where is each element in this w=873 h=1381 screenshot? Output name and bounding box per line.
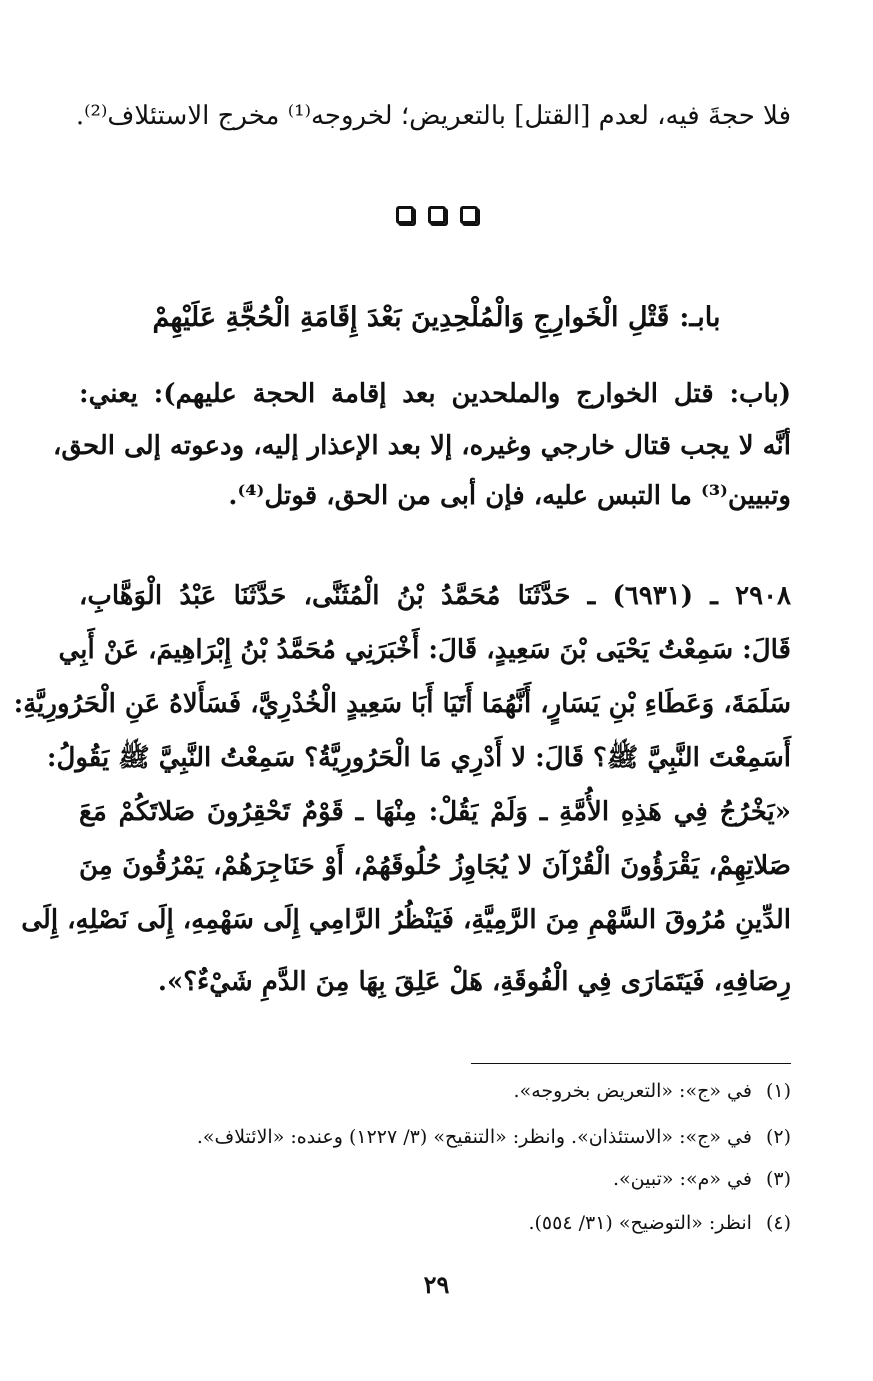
footnote-text: في «ج»: «التعريض بخروجه».	[513, 1080, 752, 1102]
commentary-line: وتبيين⁽³⁾ ما التبس عليه، فإن أبى من الحق، قوتل⁽⁴⁾.	[228, 481, 791, 511]
chapter-heading	[0, 296, 873, 340]
hadith-line: سَلَمَةَ، وَعَطَاءِ بْنِ يَسَارٍ، أَنَّهُمَا أَتَيَا أَبَا سَعِيدٍ الْخُدْرِيَّ، فَسَأَلاهُ عَنِ الْحَرُورِيَّةِ:	[13, 689, 791, 719]
footnote-number: (٣)	[765, 1168, 791, 1190]
hadith-line: قَالَ: سَمِعْتُ يَحْيَى بْنَ سَعِيدٍ، قَالَ: أَخْبَرَنِي مُحَمَّدُ بْنُ إِبْرَاهِيمَ، عَنْ أَبِي	[58, 635, 791, 665]
footnote	[79, 1208, 791, 1238]
separator-box-icon	[396, 206, 414, 224]
page-number: ٢٩	[423, 1270, 450, 1299]
commentary-line: أنَّه لا يجب قتال خارجي وغيره، إلا بعد الإعذار إليه، ودعوته إلى الحق،	[52, 431, 791, 461]
footnote	[79, 1164, 791, 1194]
footnote-number: (٢)	[765, 1126, 791, 1148]
hadith-line: أَسَمِعْتَ النَّبِيَّ ﷺ؟ قَالَ: لا أَدْرِي مَا الْحَرُورِيَّةُ؟ سَمِعْتُ النَّبِيَّ ﷺ يَقُولُ:	[46, 743, 791, 773]
chapter-title: قَتْلِ الْخَوارِجِ وَالْمُلْحِدِينَ بَعْدَ إِقَامَةِ الْحُجَّةِ عَلَيْهِمْ	[152, 302, 670, 333]
hadith-line: صَلاتِهِمْ، يَقْرَؤُونَ الْقُرْآنَ لا يُجَاوِزُ حُلُوقَهُمْ، أَوْ حَنَاجِرَهُمْ، يَمْرُقُونَ مِنَ	[79, 851, 792, 881]
footnote-text: في «ج»: «الاستئذان». وانظر: «التنقيح» (٣/ ١٢٢٧) وعنده: «الائتلاف».	[196, 1126, 752, 1148]
separator-box-icon	[428, 206, 446, 224]
separator-box-icon	[460, 206, 478, 224]
intro-line: فلا حجةَ فيه، لعدم [القتل] بالتعريض؛ لخروجه⁽¹⁾ مخرج الاستئلاف⁽²⁾.	[75, 101, 791, 131]
footnote-text: في «م»: «تبين».	[613, 1168, 752, 1190]
footnote-divider	[471, 1063, 791, 1064]
footnote	[79, 1122, 791, 1152]
chapter-prefix: بابـ:	[679, 302, 721, 333]
footnote-text: انظر: «التوضيح» (٣١/ ٥٥٤).	[528, 1212, 752, 1234]
commentary-line: (باب: قتل الخوارج والملحدين بعد إقامة الحجة عليهم): يعني:	[79, 379, 791, 409]
hadith-line: ٢٩٠٨ ـ (٦٩٣١) ـ حَدَّثَنَا مُحَمَّدُ بْنُ الْمُثَنَّى، حَدَّثَنَا عَبْدُ الْوَهَّابِ،	[79, 581, 791, 611]
section-separator	[0, 206, 873, 224]
hadith-line: «يَخْرُجُ فِي هَذِهِ الأُمَّةِ ـ وَلَمْ يَقُلْ: مِنْهَا ـ قَوْمٌ تَحْقِرُونَ صَلاتَكُمْ مَعَ	[79, 797, 791, 827]
hadith-line: رِصَافِهِ، فَيَتَمَارَى فِي الْفُوقَةِ، هَلْ عَلِقَ بِهَا مِنَ الدَّمِ شَيْءٌ؟».	[157, 967, 791, 997]
footnote-number: (١)	[765, 1080, 791, 1102]
footnote	[79, 1076, 791, 1106]
footnote-number: (٤)	[765, 1212, 791, 1234]
hadith-line: الدِّينِ مُرُوقَ السَّهْمِ مِنَ الرَّمِيَّةِ، فَيَنْظُرُ الرَّامِي إِلَى سَهْمِهِ، إِلَى نَصْلِهِ، إِلَى	[21, 905, 791, 935]
